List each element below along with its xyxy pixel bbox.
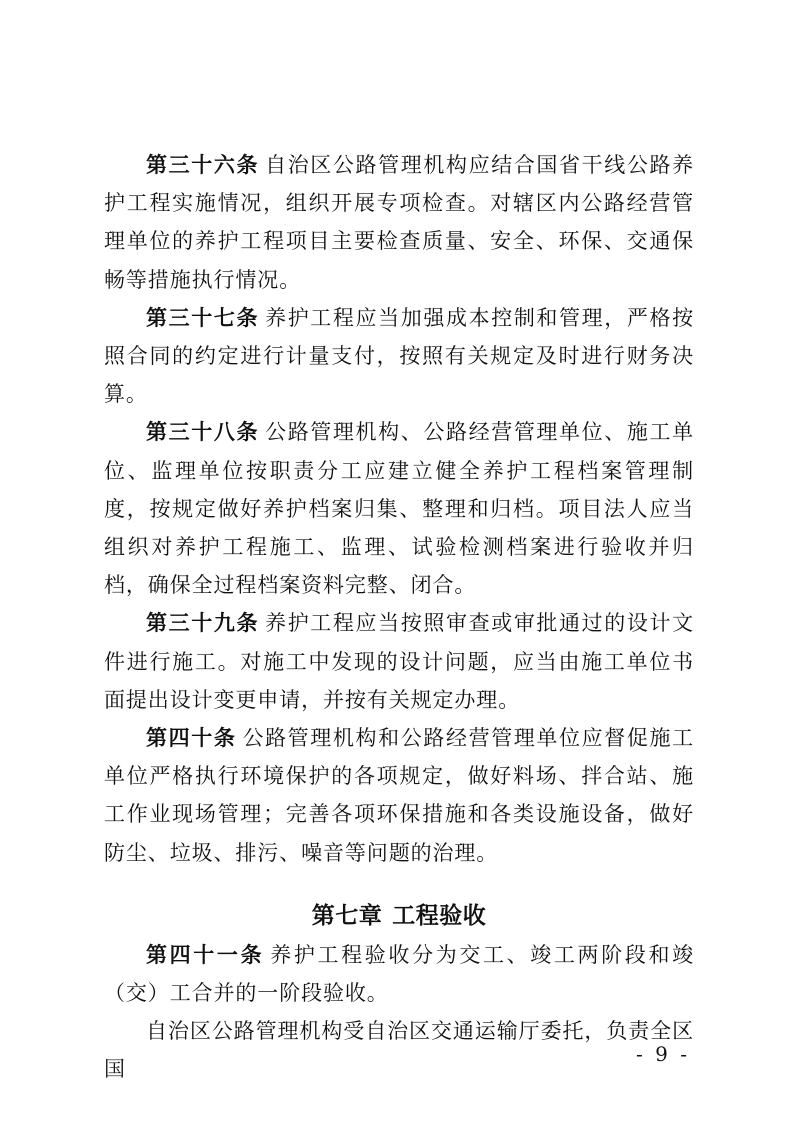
article-39: [104, 604, 694, 719]
page-number: - 9 -: [636, 1042, 690, 1066]
article-text: 养护工程应当加强成本控制和管理，严格按照合同的约定进行计量支付，按照有关规定及时进行财务决算。: [104, 305, 695, 407]
article-text: 公路管理机构和公路经营管理单位应督促施工单位严格执行环境保护的各项规定，做好料场、拌合站、施工作业现场管理；完善各项环保措施和各类设施设备，做好防尘、垃圾、排污、噪音等问题的治理。: [104, 726, 694, 865]
article-number: 第三十七条: [146, 305, 260, 330]
chapter-number: 第七章: [311, 902, 383, 929]
article-number: 第四十条: [146, 726, 237, 751]
article-number: 第三十八条: [146, 420, 260, 445]
trailing-paragraph: 自治区公路管理机构受自治区交通运输厅委托，负责全区国: [104, 1019, 694, 1082]
article-text: 自治区公路管理机构应结合国省干线公路养护工程实施情况，组织开展专项检查。对辖区内公路经营管理单位的养护工程项目主要检查质量、安全、环保、交通保畅等措施执行情况。: [104, 153, 695, 292]
article-40: [104, 719, 694, 872]
article-text: 公路管理机构、公路经营管理单位、施工单位、监理单位按职责分工应建立健全养护工程档案管理制度，按规定做好养护档案归集、整理和归档。项目法人应当组织对养护工程施工、监理、试验检测档案进行验收并归档，确保全过程档案资料完整、闭合。: [104, 420, 695, 598]
article-37: [104, 299, 694, 414]
chapter-title: 工程验收: [392, 902, 487, 929]
article-number: 第三十六条: [146, 153, 260, 177]
article-number: 第四十一条: [146, 942, 265, 967]
article-41: [104, 936, 694, 1012]
article-text: 养护工程验收分为交工、竣工两阶段和竣（交）工合并的一阶段验收。: [104, 942, 695, 1006]
article-text: 养护工程应当按照审查或审批通过的设计文件进行施工。对施工中发现的设计问题，应当由施工单位书面提出设计变更申请，并按有关规定办理。: [104, 611, 695, 712]
article-38: [104, 413, 694, 604]
article-36: [104, 146, 694, 299]
document-body: [104, 146, 694, 1089]
chapter-heading: [104, 896, 694, 936]
article-number: 第三十九条: [146, 611, 260, 636]
